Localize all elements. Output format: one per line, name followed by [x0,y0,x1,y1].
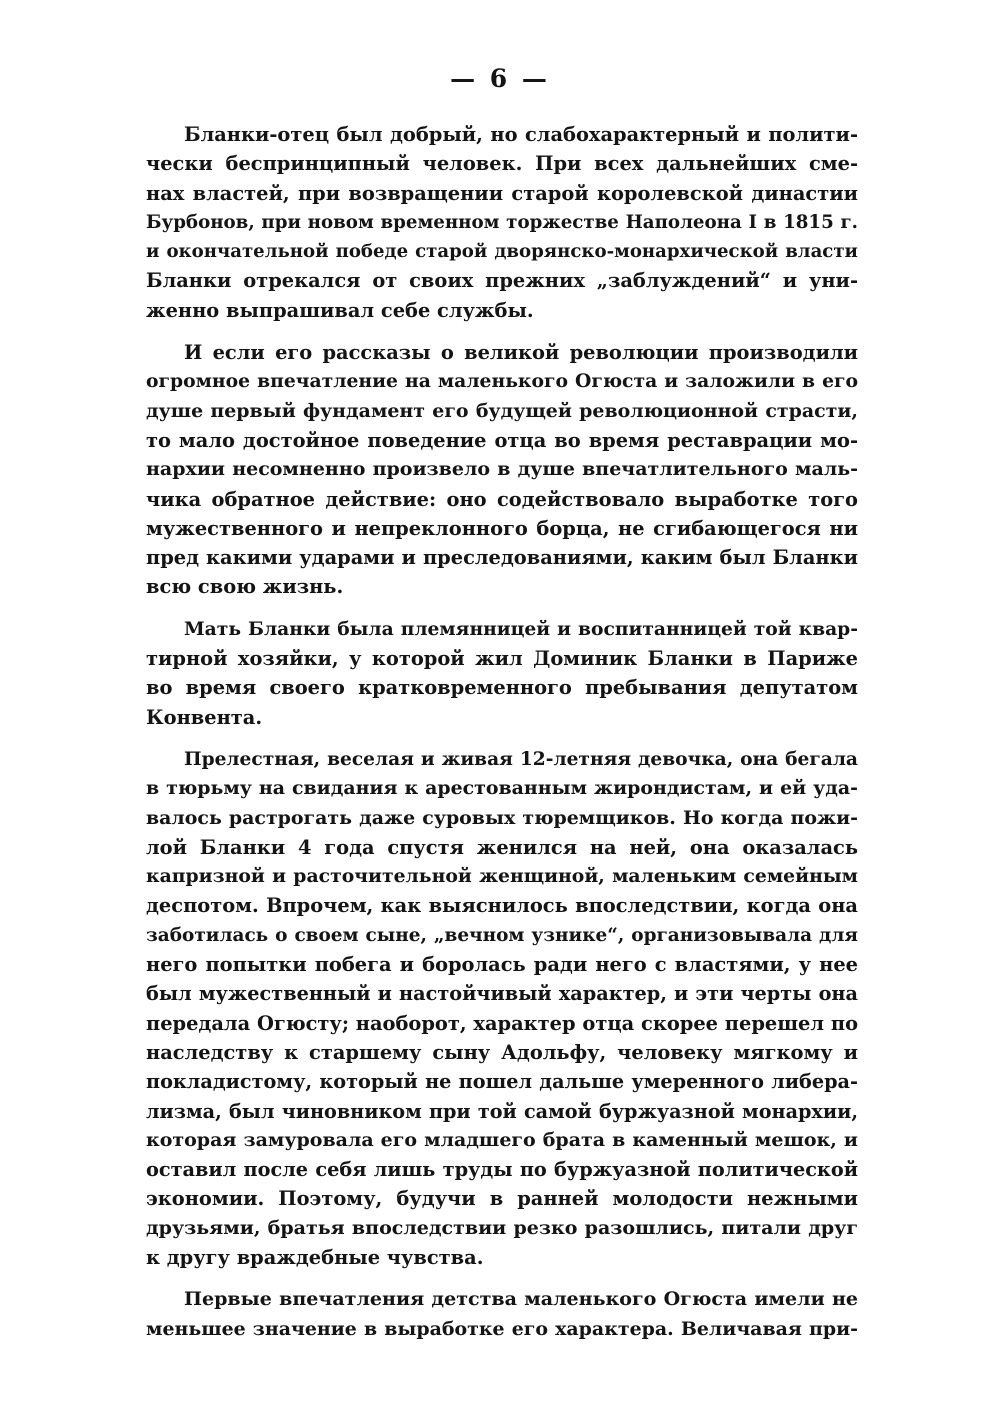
paragraph [146,120,858,325]
text-line: капризной и расточительной женщиной, маленьким семейным [146,865,858,888]
text-line: мужественного и непреклонного борца, не сгибающегося ни [146,516,858,540]
text-line: Бланки-отец был добрый, но слабохарактерный и полити- [184,123,858,146]
text-line: то мало достойное поведение отца во время реставрации мо- [146,428,858,452]
text-line: огромное впечатление на маленького Огюста и заложили в его [146,370,858,393]
text-line: наследству к старшему сыну Адольфу, человеку мягкому и [146,1040,858,1064]
text-line: Мать Бланки была племянницей и воспитанницей той квар- [184,617,858,640]
paragraph [146,1285,858,1344]
text-line: которая замуровала его младшего брата в каменный мешок, и [146,1128,858,1151]
text-line: всю свою жизнь. [146,575,344,599]
text-line: меньшее значение в выработке его характера. Величавая при- [146,1317,858,1340]
text-line: заботилась о своем сыне, „вечном узнике“, организовывала для [146,924,858,946]
text-line: чика обратное действие: оно содействовало выработке того [146,487,858,511]
text-line: в тюрьму на свидания к арестованным жирондистам, и ей уда- [146,777,858,800]
text-line: нархии несомненно произвело в душе впечатлительного маль- [146,458,858,481]
text-line: был мужественный и настойчивый характер, и эти черты она [146,982,858,1006]
text-line: И если его рассказы о великой революции производили [184,341,858,365]
paragraph [146,338,858,602]
text-line: деспотом. Впрочем, как выяснилось впоследствии, когда она [146,894,858,918]
text-line: оставил после себя лишь труды по буржуазной политической [146,1158,858,1182]
text-line: передала Огюсту; наоборот, характер отца скорее перешел по [146,1011,858,1035]
text-line: душе первый фундамент его будущей революционной страсти, [146,399,858,422]
text-line: во время своего кратковременного пребывания депутатом [146,676,858,700]
text-line: покладистому, который не пошел дальше умеренного либера- [146,1070,858,1094]
text-line: Бурбонов, при новом временном торжестве Наполеона I в 1815 г. [146,211,858,233]
text-line: тирной хозяйки, у которой жил Доминик Бланки в Париже [146,647,858,671]
text-line: пред какими ударами и преследованиями, каким был Бланки [146,546,858,570]
text-line: Конвента. [146,705,263,729]
text-line: и окончательной победе старой дворянско-монархической власти [146,241,858,263]
text-line: чески беспринципный человек. При всех дальнейших сме- [146,152,858,176]
paragraph [146,745,858,1272]
text-body [146,120,858,1357]
text-line: лой Бланки 4 года спустя женился на ней, она оказалась [146,835,858,859]
text-line: него попытки побега и боролась ради него с властями, у нее [146,953,858,977]
text-line: друзьями, братья впоследствии резко разошлись, питали друг [146,1216,858,1239]
text-line: женно выпрашивал себе службы. [146,298,534,322]
text-line: лизма, был чиновником при той самой буржуазной монархии, [146,1099,858,1123]
text-line: к другу враждебные чувства. [146,1245,484,1269]
page-number: — 6 — [450,64,550,93]
text-line: Первые впечатления детства маленького Огюста имели не [184,1288,858,1311]
paragraph [146,615,858,732]
text-line: Бланки отрекался от своих прежних „заблуждений“ и уни- [146,269,858,293]
text-line: Прелестная, веселая и живая 12-летняя девочка, она бегала [184,748,858,770]
text-line: нах властей, при возвращении старой королевской династии [146,181,858,205]
text-line: экономии. Поэтому, будучи в ранней молодости нежными [146,1187,858,1211]
text-line: валось растрогать даже суровых тюремщиков. Но когда пожи- [146,806,858,829]
